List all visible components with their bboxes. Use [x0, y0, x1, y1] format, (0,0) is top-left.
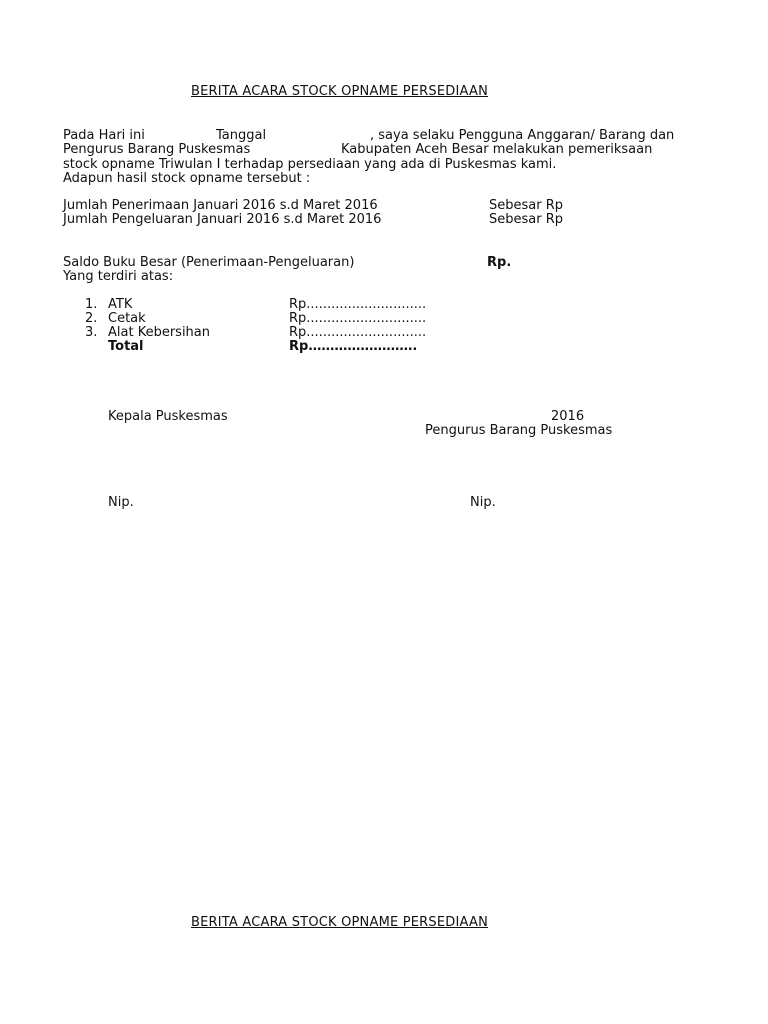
- intro-hari: Pada Hari ini: [63, 128, 145, 143]
- document-title: BERITA ACARA STOCK OPNAME PERSEDIAAN: [191, 84, 489, 99]
- penerimaan-value: Sebesar Rp: [489, 198, 564, 213]
- total-value: Rp…………………….: [289, 339, 418, 354]
- intro-kabupaten: Kabupaten Aceh Besar melakukan pemeriksaan: [341, 142, 653, 157]
- item-label: Alat Kebersihan: [108, 325, 211, 340]
- left-nip: Nip.: [108, 495, 134, 510]
- intro-pengurus: Pengurus Barang Puskesmas: [63, 142, 251, 157]
- document-title-repeat: BERITA ACARA STOCK OPNAME PERSEDIAAN: [191, 915, 489, 930]
- item-value: Rp.............................: [289, 325, 427, 340]
- intro-pengguna: , saya selaku Pengguna Anggaran/ Barang dan: [370, 128, 675, 143]
- signature-year: 2016: [551, 409, 585, 424]
- terdiri-label: Yang terdiri atas:: [63, 269, 174, 284]
- item-label: Cetak: [108, 311, 146, 326]
- item-number: 2.: [85, 311, 98, 326]
- item-number: 3.: [85, 325, 98, 340]
- intro-tanggal: Tanggal: [216, 128, 267, 143]
- saldo-label: Saldo Buku Besar (Penerimaan-Pengeluaran): [63, 255, 355, 270]
- pengeluaran-value: Sebesar Rp: [489, 212, 564, 227]
- item-number: 1.: [85, 297, 98, 312]
- saldo-value: Rp.: [487, 255, 512, 270]
- total-label: Total: [108, 339, 144, 354]
- pengurus-barang-title: Pengurus Barang Puskesmas: [425, 423, 613, 438]
- intro-adapun: Adapun hasil stock opname tersebut :: [63, 171, 311, 186]
- item-value: Rp.............................: [289, 311, 427, 326]
- item-value: Rp.............................: [289, 297, 427, 312]
- right-nip: Nip.: [470, 495, 496, 510]
- item-label: ATK: [108, 297, 133, 312]
- kepala-puskesmas-title: Kepala Puskesmas: [108, 409, 228, 424]
- intro-stock-opname: stock opname Triwulan I terhadap persediaan yang ada di Puskesmas kami.: [63, 157, 557, 172]
- penerimaan-label: Jumlah Penerimaan Januari 2016 s.d Maret 2016: [63, 198, 378, 213]
- pengeluaran-label: Jumlah Pengeluaran Januari 2016 s.d Maret 2016: [63, 212, 382, 227]
